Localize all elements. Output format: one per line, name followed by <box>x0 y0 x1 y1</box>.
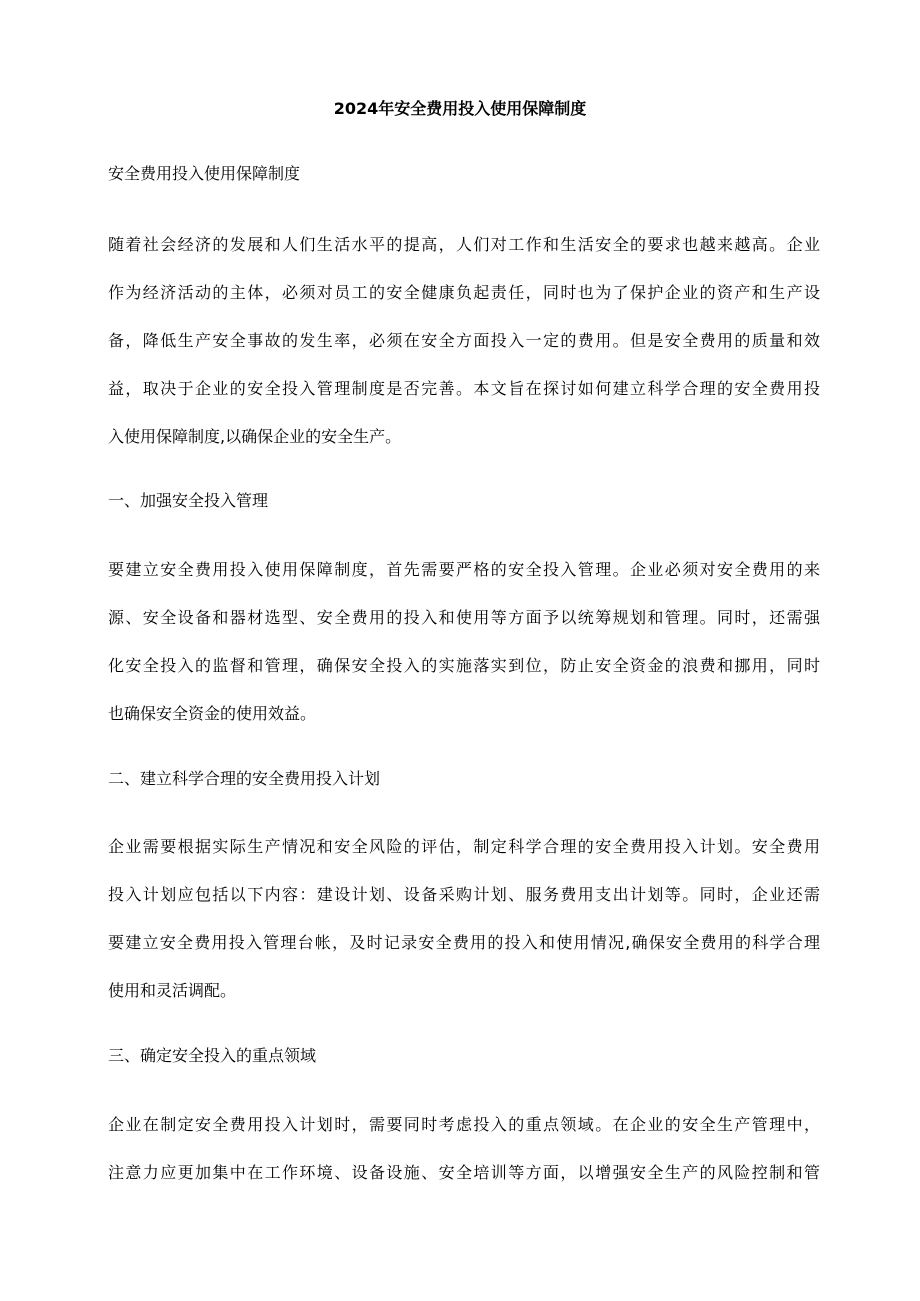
paragraph-line: 益，取决于企业的安全投入管理制度是否完善。本文旨在探讨如何建立科学合理的安全费用投 <box>108 379 820 398</box>
paragraph-line: 注意力应更加集中在工作环境、设备设施、安全培训等方面，以增强安全生产的风险控制和管 <box>108 1163 820 1182</box>
paragraph-line: 投入计划应包括以下内容：建设计划、设备采购计划、服务费用支出计划等。同时，企业还需 <box>108 885 820 904</box>
paragraph-line: 也确保安全资金的使用效益。 <box>108 704 317 723</box>
paragraph-line: 化安全投入的监督和管理，确保安全投入的实施落实到位，防止安全资金的浪费和挪用，同时 <box>108 656 820 675</box>
paragraph-line: 源、安全设备和器材选型、安全费用的投入和使用等方面予以统筹规划和管理。同时，还需强 <box>108 608 820 627</box>
paragraph-line: 随着社会经济的发展和人们生活水平的提高，人们对工作和生活安全的要求也越来越高。企业 <box>108 235 820 254</box>
paragraph-line: 企业需要根据实际生产情况和安全风险的评估，制定科学合理的安全费用投入计划。安全费用 <box>108 837 820 856</box>
paragraph-line: 作为经济活动的主体，必须对员工的安全健康负起责任，同时也为了保护企业的资产和生产设 <box>108 283 820 302</box>
section-heading: 二、建立科学合理的安全费用投入计划 <box>108 769 381 788</box>
paragraph-line: 企业在制定安全费用投入计划时，需要同时考虑投入的重点领域。在企业的安全生产管理中， <box>108 1115 820 1134</box>
paragraph-line: 要建立安全费用投入管理台帐，及时记录安全费用的投入和使用情况,确保安全费用的科学合理 <box>108 933 820 952</box>
section-heading: 三、确定安全投入的重点领域 <box>108 1046 317 1065</box>
section-heading: 一、加强安全投入管理 <box>108 491 269 510</box>
paragraph-line: 入使用保障制度,以确保企业的安全生产。 <box>108 427 402 446</box>
document-subtitle: 安全费用投入使用保障制度 <box>108 164 301 183</box>
paragraph-line: 备，降低生产安全事故的发生率，必须在安全方面投入一定的费用。但是安全费用的质量和效 <box>108 331 820 350</box>
document-title: 2024年安全费用投入使用保障制度 <box>333 99 587 118</box>
paragraph-line: 要建立安全费用投入使用保障制度，首先需要严格的安全投入管理。企业必须对安全费用的来 <box>108 560 820 579</box>
paragraph-line: 使用和灵活调配。 <box>108 981 237 1000</box>
